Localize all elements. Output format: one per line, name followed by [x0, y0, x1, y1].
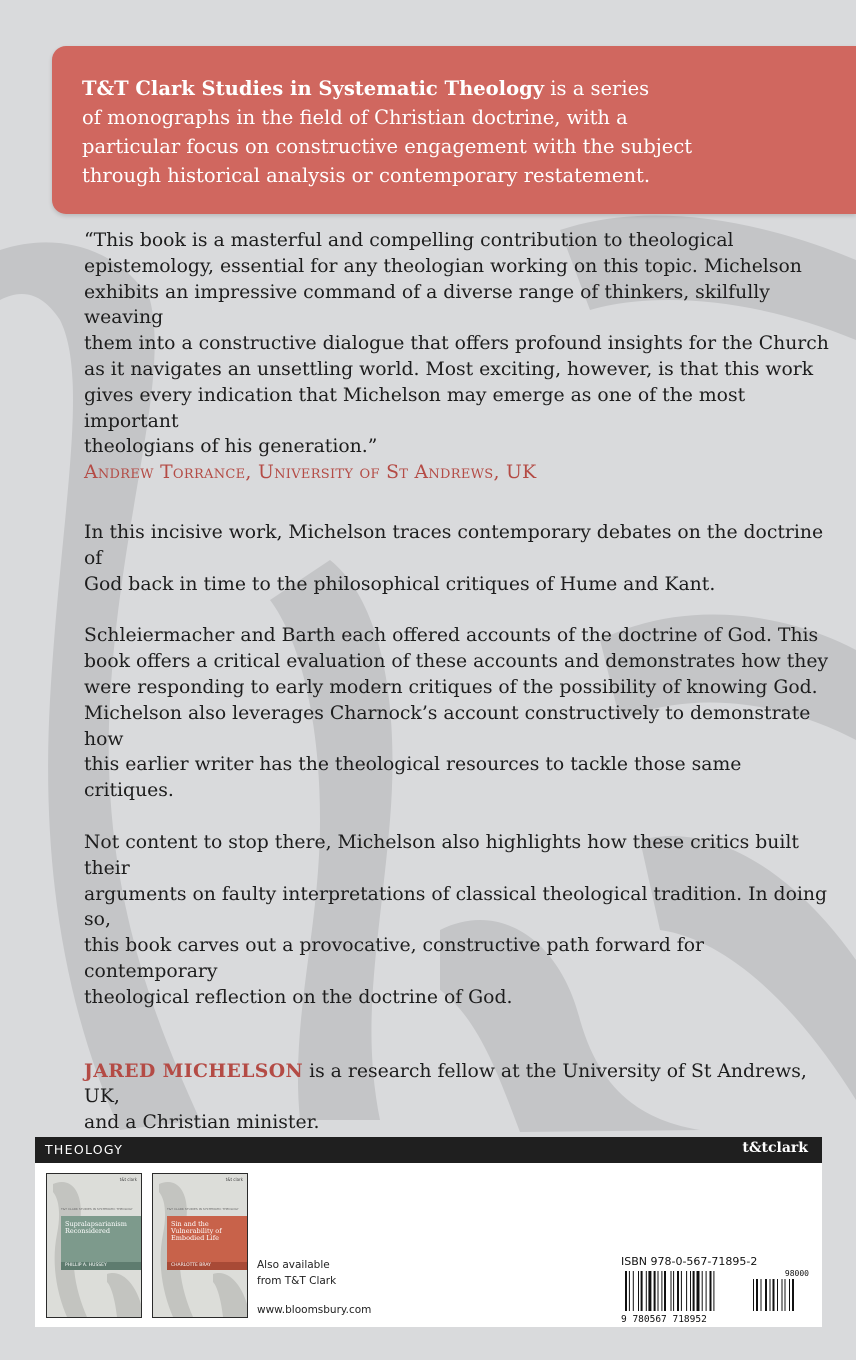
cover-author: CHARLOTTE BRAY: [171, 1263, 211, 1268]
related-book-cover[interactable]: [152, 1173, 248, 1318]
barcode-bar: [664, 1271, 666, 1311]
paragraph-line: arguments on faulty interpretations of classical theological tradition. In doing so,: [84, 883, 828, 931]
paragraph-line: this earlier writer has the theological resources to tackle those same critiques.: [84, 754, 742, 802]
cover-author-bar: [167, 1262, 247, 1270]
series-description-box: [52, 46, 856, 214]
paragraph-line: Schleiermacher and Barth each offered accounts of the doctrine of God. This: [84, 625, 819, 647]
barcode-bar: [713, 1271, 714, 1311]
quote-line: “This book is a masterful and compelling contribution to theological: [84, 230, 734, 251]
cover-title-panel: [167, 1216, 247, 1262]
paragraph-line: book offers a critical evaluation of these accounts and demonstrates how they: [84, 651, 829, 673]
cover-title-panel: [61, 1216, 141, 1262]
barcode-bar: [671, 1271, 672, 1311]
price-barcode-bar: [785, 1279, 786, 1311]
series-description-line: is a series: [544, 77, 650, 100]
cover-series: T&T CLARK STUDIES IN SYSTEMATIC THEOLOGY: [167, 1207, 239, 1211]
quote-line: as it navigates an unsettling world. Most exciting, however, is that this work: [84, 358, 814, 380]
description-paragraph: [84, 623, 829, 804]
barcode-bar: [648, 1271, 651, 1311]
barcode-bar: [641, 1271, 643, 1311]
barcode-bar: [673, 1271, 674, 1311]
barcode-bar: [638, 1271, 639, 1311]
also-available-line: from T&T Clark: [257, 1275, 337, 1287]
barcode-bar: [646, 1271, 647, 1311]
back-cover-text: [84, 228, 829, 1136]
barcode-bar: [693, 1271, 695, 1311]
quote-line: them into a constructive dialogue that offers profound insights for the Church: [84, 333, 829, 355]
price-barcode-bar: [753, 1279, 754, 1311]
paragraph-line: Not content to stop there, Michelson also highlights how these critics built their: [84, 831, 799, 879]
barcode-bar: [686, 1271, 687, 1311]
barcode-bar: [625, 1271, 627, 1311]
paragraph-line: God back in time to the philosophical critiques of Hume and Kant.: [84, 573, 716, 595]
description-paragraph: [84, 830, 829, 1011]
website-link[interactable]: www.bloomsbury.com: [257, 1304, 372, 1316]
series-name: T&T Clark Studies in Systematic Theology: [82, 77, 545, 100]
cover-title: Supralapsarianism Reconsidered: [65, 1220, 127, 1235]
series-description-line: particular focus on constructive engagement with the subject: [82, 135, 693, 158]
author-name: JARED MICHELSON: [84, 1059, 304, 1082]
cover-publisher: t&t clark: [225, 1177, 243, 1182]
cover-series: T&T CLARK STUDIES IN SYSTEMATIC THEOLOGY: [61, 1207, 133, 1211]
barcode: [621, 1269, 811, 1323]
price-barcode-bar: [792, 1279, 794, 1311]
paragraph-line: Michelson also leverages Charnock’s account constructively to demonstrate how: [84, 702, 811, 750]
paragraph-line: were responding to early modern critiques of the possibility of knowing God.: [84, 676, 818, 698]
cover-author: PHILLIP A. HUSSEY: [65, 1263, 107, 1268]
price-barcode-bar: [789, 1279, 790, 1311]
author-bio-text: is a research fellow at the University of St Andrews, UK,: [84, 1060, 807, 1108]
endorsement-quote: [84, 228, 829, 460]
price-barcode-bar: [756, 1279, 758, 1311]
also-available-line: Also available: [257, 1259, 330, 1271]
barcode-bar: [681, 1271, 682, 1311]
related-book-cover[interactable]: [46, 1173, 142, 1318]
description-paragraph: [84, 520, 829, 597]
quote-line: theologians of his generation.”: [84, 436, 378, 458]
price-code: 98000: [784, 1269, 809, 1278]
paragraph-line: this book carves out a provocative, constructive path forward for contemporary: [84, 935, 705, 982]
price-barcode-bar: [765, 1279, 767, 1311]
paragraph-line: In this incisive work, Michelson traces contemporary debates on the doctrine of: [84, 521, 824, 569]
barcode-bar: [658, 1271, 659, 1311]
footer-panel: [35, 1137, 822, 1327]
barcode-bar: [629, 1271, 630, 1311]
price-barcode-bar: [782, 1279, 783, 1311]
category-label: THEOLOGY: [45, 1142, 124, 1157]
barcode-bar: [654, 1271, 656, 1311]
barcode-bar: [706, 1271, 707, 1311]
author-bio-text: and a Christian minister.: [84, 1112, 320, 1134]
series-description-line: of monographs in the field of Christian doctrine, with a: [82, 106, 628, 129]
barcode-bar: [633, 1271, 634, 1311]
barcode-bar: [702, 1271, 703, 1311]
price-barcode-bar: [770, 1279, 771, 1311]
barcode-bar: [710, 1271, 712, 1311]
publisher-logo: t&tclark: [742, 1140, 808, 1156]
barcode-bar: [690, 1271, 691, 1311]
also-available-text: [257, 1257, 336, 1289]
barcode-bar: [677, 1271, 679, 1311]
series-description-line: through historical analysis or contemporary restatement.: [82, 164, 651, 187]
barcode-bar: [661, 1271, 662, 1311]
barcode-digits: 9 780567 718952: [621, 1314, 707, 1323]
cover-author-bar: [61, 1262, 141, 1270]
cover-publisher: t&t clark: [119, 1177, 137, 1182]
price-barcode-bar: [761, 1279, 762, 1311]
paragraph-line: theological reflection on the doctrine of God.: [84, 986, 513, 1008]
quote-line: epistemology, essential for any theologian working on this topic. Michelson: [84, 255, 802, 277]
footer-bar: [35, 1137, 822, 1163]
endorsement-attribution: Andrew Torrance, University of St Andrews, UK: [84, 462, 537, 484]
series-description: [82, 74, 722, 190]
author-bio: [84, 1059, 829, 1136]
quote-line: gives every indication that Michelson may emerge as one of the most important: [84, 384, 746, 432]
price-barcode-bar: [773, 1279, 775, 1311]
isbn-label: ISBN 978-0-567-71895-2: [621, 1255, 758, 1268]
quote-line: exhibits an impressive command of a diverse range of thinkers, skilfully weaving: [84, 281, 770, 329]
cover-title: Sin and the Vulnerability of Embodied Life: [171, 1220, 222, 1242]
barcode-bar: [697, 1271, 700, 1311]
price-barcode-bar: [777, 1279, 778, 1311]
